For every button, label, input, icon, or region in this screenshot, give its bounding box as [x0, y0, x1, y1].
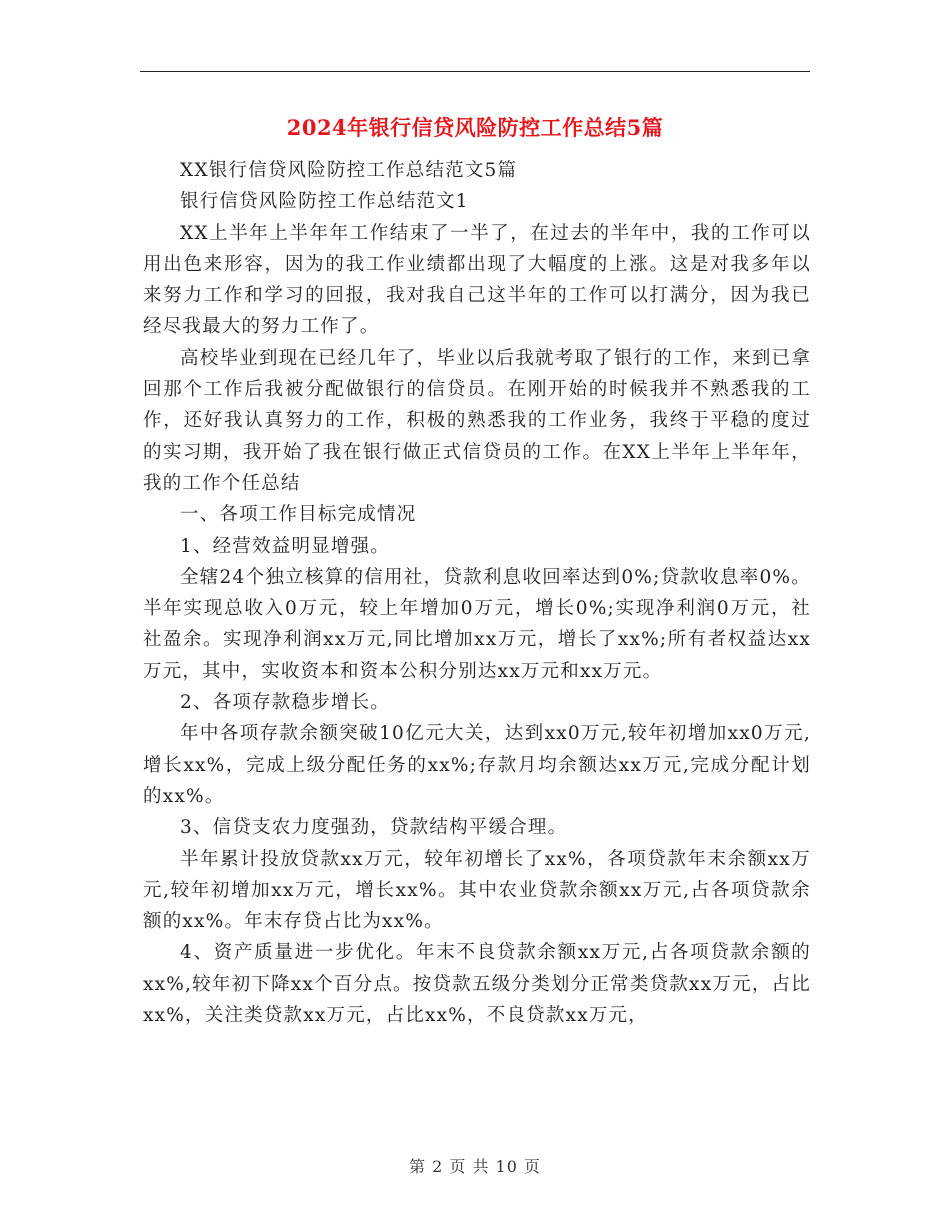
paragraph-subtitle: XX银行信贷风险防控工作总结范文5篇 — [180, 160, 518, 181]
paragraph: 年中各项存款余额突破10亿元大关，达到xx0万元,较年初增加xx0万元,增长xx%，完成上级分配任务的xx%;存款月均余额达xx万元,完成分配计划的xx%。 — [143, 723, 811, 807]
paragraph-heading: 3、信贷支农力度强劲，贷款结构平缓合理。 — [180, 817, 568, 839]
header-rule — [140, 71, 810, 72]
paragraph-heading: 一、各项工作目标完成情况 — [180, 504, 417, 526]
page-number: 第 2 页 共 10 页 — [409, 1157, 541, 1176]
paragraph-section-heading: 银行信贷风险防控工作总结范文1 — [180, 191, 469, 213]
paragraph: 全辖24个独立核算的信用社，贷款利息收回率达到0%;贷款收息率0%。半年实现总收入0万元，较上年增加0万元，增长0%;实现净利润0万元，社社盈余。实现净利润xx万元,同比增加xx万元，增长了xx%;所有者权益达xx万元，其中，实收资本和资本公积分别达xx万元和xx万元。 — [143, 566, 811, 682]
paragraph: 半年累计投放贷款xx万元，较年初增长了xx%，各项贷款年末余额xx万元,较年初增加xx万元，增长xx%。其中农业贷款余额xx万元,占各项贷款余额的xx%。年末存贷占比为xx%。 — [143, 848, 811, 933]
paragraph: XX上半年上半年年工作结束了一半了，在过去的半年中，我的工作可以用出色来形容，因为的我工作业绩都出现了大幅度的上涨。这是对我多年以来努力工作和学习的回报，我对我自己这半年的工作可以打满分，因为我已经尽我最大的努力工作了。 — [143, 222, 811, 338]
paragraph: 4、资产质量进一步优化。年末不良贷款余额xx万元,占各项贷款余额的xx%,较年初下降xx个百分点。按贷款五级分类划分正常类贷款xx万元，占比xx%，关注类贷款xx万元，占比xx%，不良贷款xx万元， — [143, 942, 811, 1027]
paragraph-heading: 2、各项存款稳步增长。 — [180, 692, 390, 714]
document-title: 2024年银行信贷风险防控工作总结5篇 — [286, 115, 664, 140]
document-body — [143, 155, 811, 1031]
paragraph: 高校毕业到现在已经几年了，毕业以后我就考取了银行的工作，来到已拿回那个工作后我被分配做银行的信贷员。在刚开始的时候我并不熟悉我的工作，还好我认真努力的工作，积极的熟悉我的工作业务，我终于平稳的度过的实习期，我开始了我在银行做正式信贷员的工作。在XX上半年上半年年，我的工作个任总结 — [143, 347, 811, 494]
paragraph-heading: 1、经营效益明显增强。 — [180, 535, 390, 557]
